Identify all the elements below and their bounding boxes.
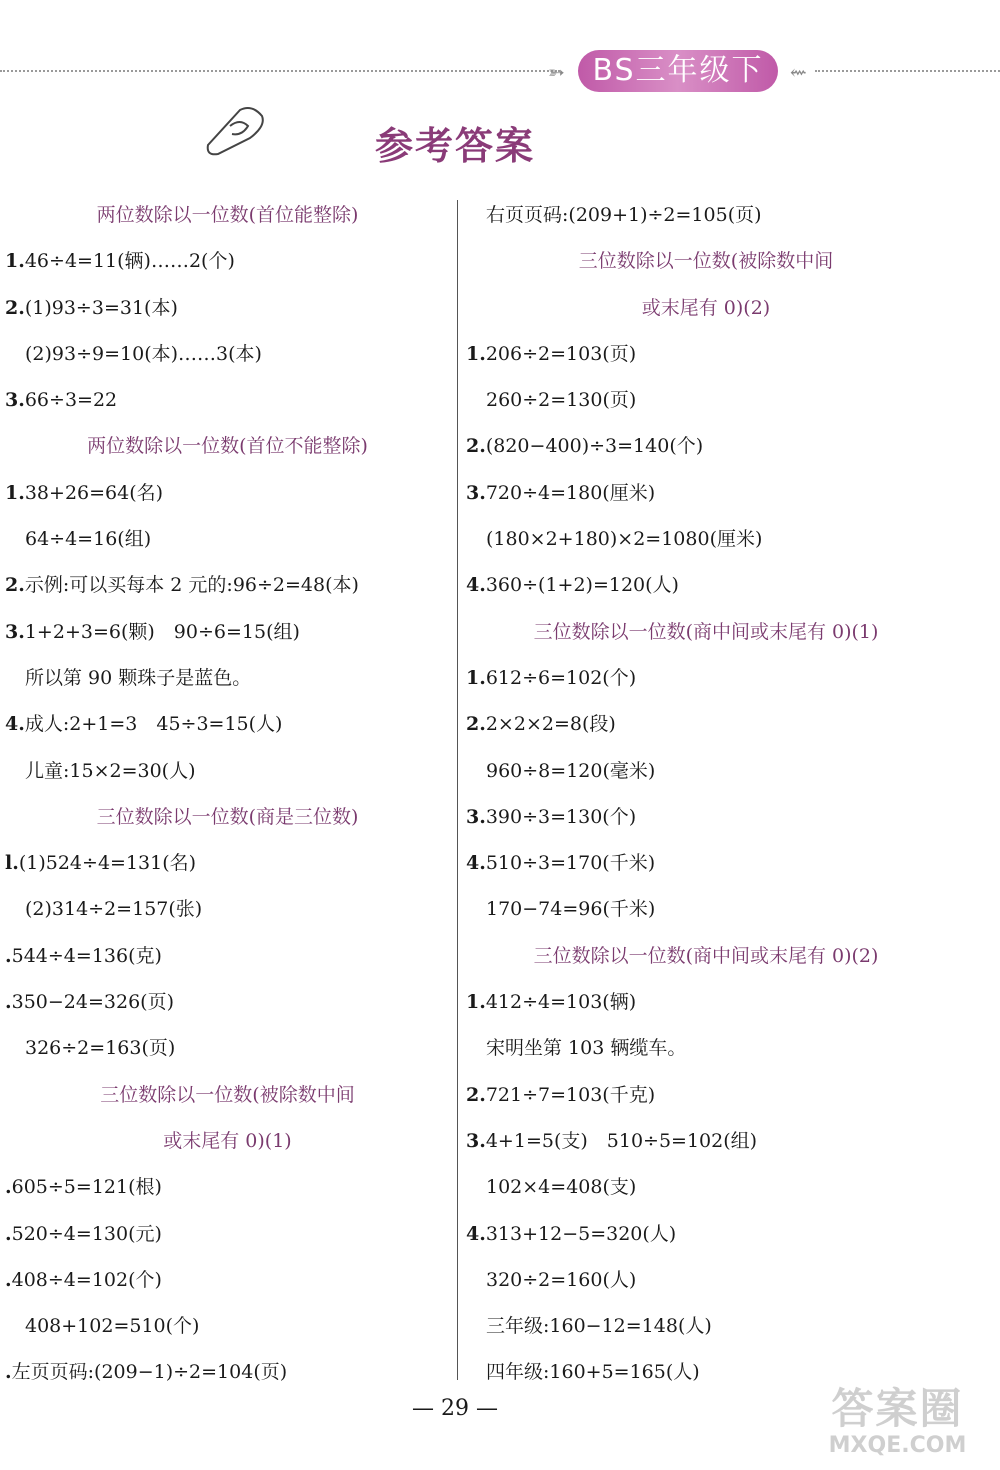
answer-line xyxy=(5,1211,450,1257)
question-number: 3. xyxy=(5,620,25,643)
question-number: 1. xyxy=(466,991,486,1014)
answer-text: 所以第 90 颗珠子是蓝色。 xyxy=(25,666,252,689)
watermark-text: 答案圈 xyxy=(831,1384,964,1433)
section-heading xyxy=(5,423,450,469)
answer-line xyxy=(5,562,450,608)
answer-continuation xyxy=(466,1257,946,1303)
column-divider xyxy=(457,200,458,1380)
question-number: . xyxy=(5,991,12,1014)
answer-line xyxy=(466,1118,946,1164)
answer-text: 示例:可以买每本 2 元的:96÷2=48(本) xyxy=(24,574,359,597)
answer-text: 38+26=64(名) xyxy=(24,481,164,504)
answer-continuation xyxy=(5,516,450,562)
question-number: . xyxy=(5,1176,12,1199)
answer-text: 360÷(1+2)=120(人) xyxy=(485,574,679,597)
answer-text: 313+12−5=320(人) xyxy=(485,1222,677,1245)
answer-continuation xyxy=(5,1025,450,1071)
answer-text: 544÷4=136(克) xyxy=(11,944,162,967)
answer-text: 170−74=96(千米) xyxy=(486,898,656,921)
answer-text: 408+102=510(个) xyxy=(25,1315,200,1338)
section-heading xyxy=(5,794,450,840)
question-number: 4. xyxy=(466,852,486,875)
answer-line xyxy=(5,470,450,516)
answer-line xyxy=(5,701,450,747)
answer-text: (1)524÷4=131(名) xyxy=(18,852,197,875)
answer-continuation xyxy=(466,377,946,423)
answer-line xyxy=(5,377,450,423)
question-number: l. xyxy=(5,852,19,875)
question-number: 4. xyxy=(466,1222,486,1245)
answer-line xyxy=(5,238,450,284)
answer-text: 儿童:15×2=30(人) xyxy=(25,759,196,782)
question-number: 3. xyxy=(466,1129,486,1152)
answer-text: 宋明坐第 103 辆缆车。 xyxy=(486,1037,687,1060)
answer-text: 1+2+3=6(颗) 90÷6=15(组) xyxy=(24,620,300,643)
answer-text: 4+1=5(支) 510÷5=102(组) xyxy=(485,1129,758,1152)
question-number: 1. xyxy=(466,666,486,689)
arrow-ornament-icon: ➳ xyxy=(548,60,565,84)
answer-text: (180×2+180)×2=1080(厘米) xyxy=(486,528,763,551)
answer-continuation xyxy=(5,886,450,932)
section-heading-text: 或末尾有 0)(1) xyxy=(163,1129,292,1152)
answer-text: (1)93÷3=31(本) xyxy=(24,296,178,319)
answer-text: 左页页码:(209−1)÷2=104(页) xyxy=(11,1361,288,1384)
answer-continuation xyxy=(466,516,946,562)
answer-line xyxy=(5,979,450,1025)
site-watermark xyxy=(800,1385,995,1459)
answer-line xyxy=(466,331,946,377)
question-number: 3. xyxy=(5,389,25,412)
question-number: 3. xyxy=(466,805,486,828)
answer-text: (820−400)÷3=140(个) xyxy=(485,435,704,458)
answer-line xyxy=(5,285,450,331)
question-number: 2. xyxy=(466,1083,486,1106)
answer-text: 605÷5=121(根) xyxy=(11,1176,162,1199)
question-number: . xyxy=(5,1222,12,1245)
section-heading xyxy=(5,1118,450,1164)
page-title: 参考答案 xyxy=(374,123,535,168)
answer-continuation xyxy=(466,192,946,238)
answer-text: 成人:2+1=3 45÷3=15(人) xyxy=(24,713,283,736)
section-heading-text: 两位数除以一位数(首位能整除) xyxy=(96,204,359,226)
grade-badge: BS三年级下 xyxy=(578,50,778,92)
answer-continuation xyxy=(466,1164,946,1210)
section-heading-text: 三位数除以一位数(商是三位数) xyxy=(96,805,359,828)
answer-continuation xyxy=(466,748,946,794)
answer-line xyxy=(5,933,450,979)
answer-text: 206÷2=103(页) xyxy=(485,342,637,365)
page-number: — 29 — xyxy=(412,1396,498,1421)
answer-continuation xyxy=(5,655,450,701)
answer-continuation xyxy=(5,748,450,794)
section-heading xyxy=(5,192,450,238)
watermark-url: MXQE.COM xyxy=(828,1433,967,1458)
answer-text: 408÷4=102(个) xyxy=(11,1268,162,1291)
answer-line xyxy=(466,562,946,608)
answer-line xyxy=(5,609,450,655)
question-number: 2. xyxy=(5,296,25,319)
answer-text: 三年级:160−12=148(人) xyxy=(486,1315,712,1338)
answer-continuation xyxy=(466,886,946,932)
section-heading xyxy=(466,933,946,979)
answer-text: 102×4=408(支) xyxy=(486,1176,637,1199)
header-dotted-rule-right xyxy=(815,70,1000,72)
arrow-ornament-icon: ⇜ xyxy=(790,60,807,84)
question-number: 2. xyxy=(466,713,486,736)
answer-text: 46÷4=11(辆)……2(个) xyxy=(24,250,235,273)
answer-text: 721÷7=103(千克) xyxy=(485,1083,656,1106)
answer-line xyxy=(5,1257,450,1303)
pen-sketch-icon xyxy=(200,100,272,160)
header-dotted-rule-left xyxy=(0,70,560,72)
answer-text: 326÷2=163(页) xyxy=(25,1037,176,1060)
answer-text: 720÷4=180(厘米) xyxy=(485,481,656,504)
question-number: 1. xyxy=(5,481,25,504)
answer-text: 510÷3=170(千米) xyxy=(485,852,656,875)
question-number: 1. xyxy=(466,342,486,365)
answer-continuation xyxy=(466,1303,946,1349)
answer-line xyxy=(466,655,946,701)
answer-text: 66÷3=22 xyxy=(24,389,118,412)
question-number: . xyxy=(5,944,12,967)
answer-text: 260÷2=130(页) xyxy=(486,389,637,412)
answer-line xyxy=(5,840,450,886)
section-heading-text: 三位数除以一位数(商中间或末尾有 0)(1) xyxy=(533,620,879,643)
section-heading-text: 两位数除以一位数(首位不能整除) xyxy=(87,435,368,458)
section-heading-text: 或末尾有 0)(2) xyxy=(641,296,771,319)
right-answer-column xyxy=(466,192,946,1396)
question-number: 1. xyxy=(5,250,25,273)
section-heading-text: 三位数除以一位数(商中间或末尾有 0)(2) xyxy=(533,944,879,967)
answer-text: 64÷4=16(组) xyxy=(25,528,152,551)
answer-text: 520÷4=130(元) xyxy=(11,1222,162,1245)
answer-line xyxy=(466,979,946,1025)
section-heading xyxy=(466,609,946,655)
question-number: 4. xyxy=(5,713,25,736)
question-number: . xyxy=(5,1268,12,1291)
question-number: . xyxy=(5,1361,12,1384)
question-number: 2. xyxy=(466,435,486,458)
answer-continuation xyxy=(5,331,450,377)
answer-text: 412÷4=103(辆) xyxy=(485,991,637,1014)
answer-line xyxy=(466,423,946,469)
answer-continuation xyxy=(466,1025,946,1071)
section-heading xyxy=(466,238,946,284)
answer-line xyxy=(466,1072,946,1118)
left-answer-column xyxy=(5,192,450,1396)
answer-line xyxy=(5,1349,450,1395)
answer-text: 612÷6=102(个) xyxy=(485,666,637,689)
answer-line xyxy=(5,1164,450,1210)
answer-line xyxy=(466,794,946,840)
answer-line xyxy=(466,840,946,886)
section-heading-text: 三位数除以一位数(被除数中间 xyxy=(100,1083,355,1106)
answer-text: (2)93÷9=10(本)……3(本) xyxy=(25,342,262,365)
answer-text: 320÷2=160(人) xyxy=(486,1268,637,1291)
answer-text: 右页页码:(209+1)÷2=105(页) xyxy=(486,204,762,226)
section-heading xyxy=(5,1072,450,1118)
answer-text: 2×2×2=8(段) xyxy=(485,713,616,736)
answer-text: (2)314÷2=157(张) xyxy=(25,898,203,921)
answer-line xyxy=(466,1211,946,1257)
answer-continuation xyxy=(5,1303,450,1349)
section-heading xyxy=(466,285,946,331)
answer-line xyxy=(466,470,946,516)
section-heading-text: 三位数除以一位数(被除数中间 xyxy=(578,250,834,273)
answer-text: 四年级:160+5=165(人) xyxy=(486,1361,700,1384)
question-number: 4. xyxy=(466,574,486,597)
question-number: 2. xyxy=(5,574,25,597)
question-number: 3. xyxy=(466,481,486,504)
answer-text: 350−24=326(页) xyxy=(11,991,174,1014)
answer-text: 960÷8=120(毫米) xyxy=(486,759,656,782)
answer-text: 390÷3=130(个) xyxy=(485,805,637,828)
answer-line xyxy=(466,701,946,747)
